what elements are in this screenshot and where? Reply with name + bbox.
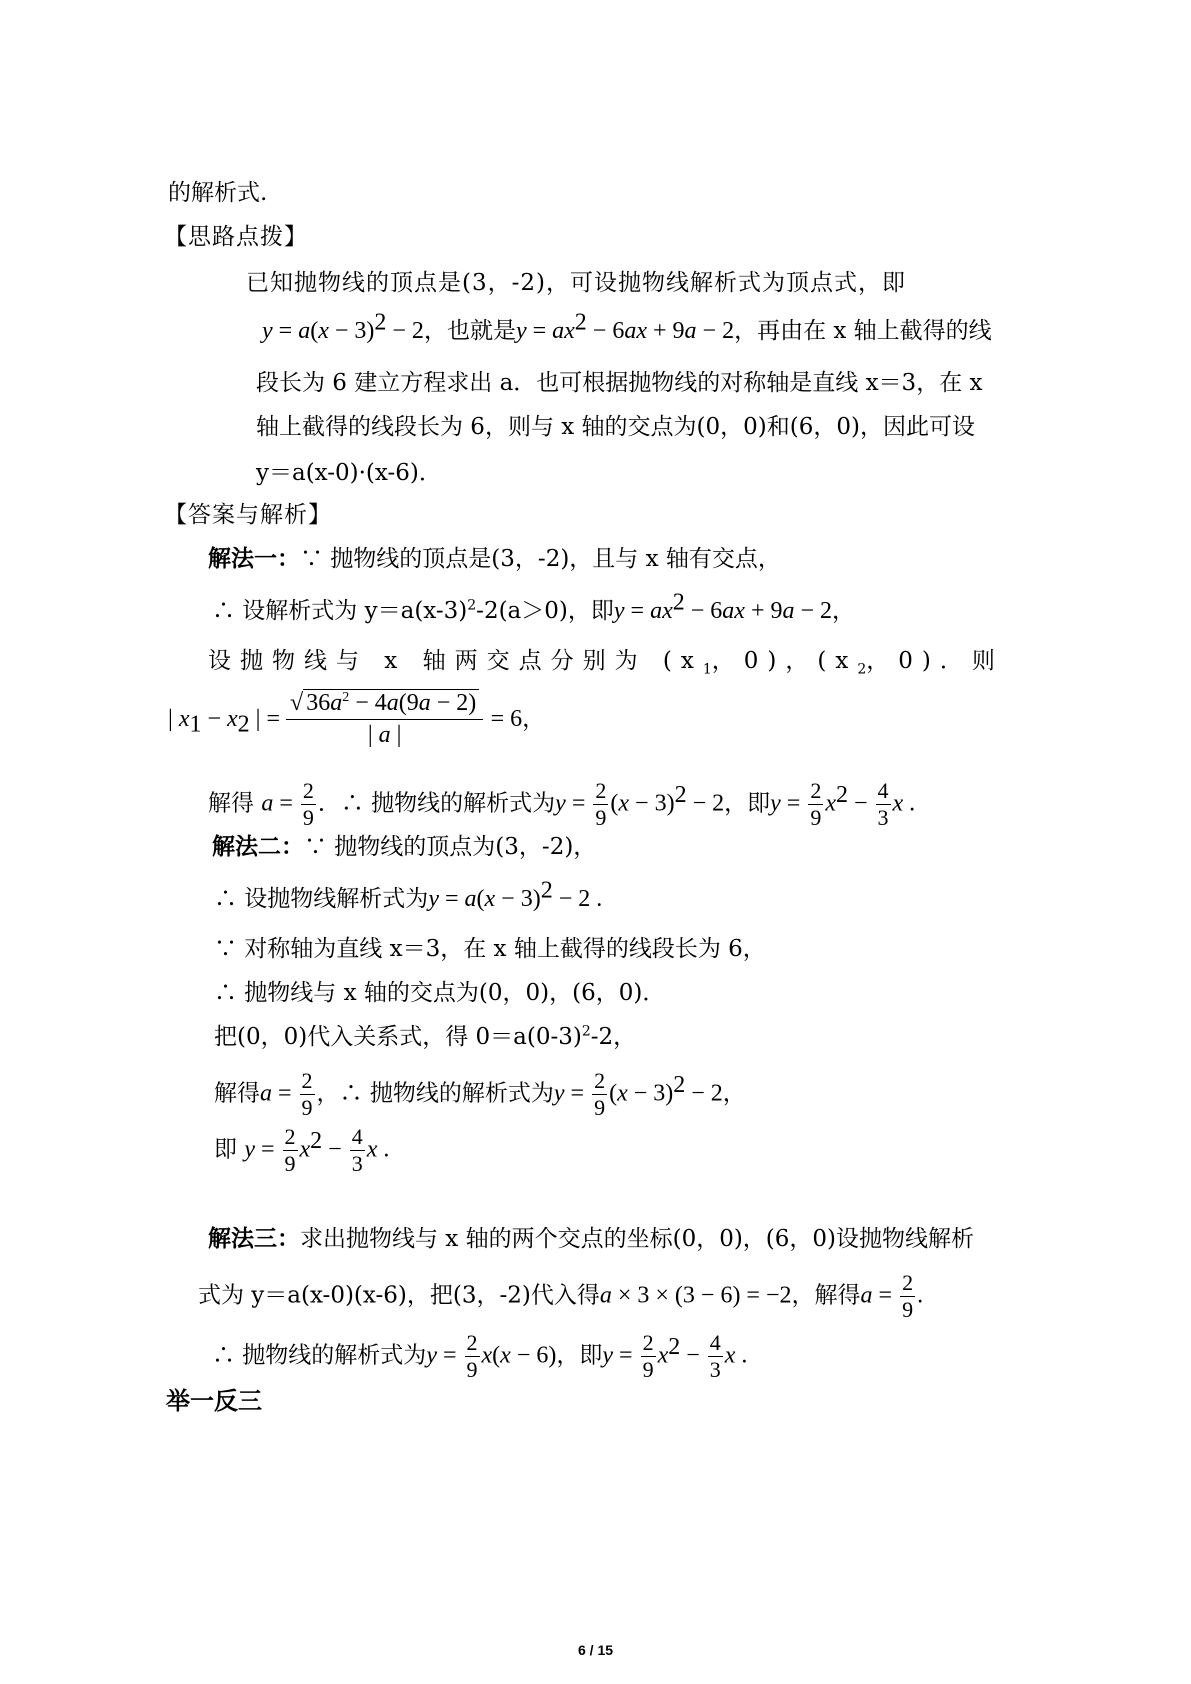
solution-2-line-5: 把(0，0)代入关系式，得 $0=a(0-3)^2-2$， bbox=[214, 1023, 637, 1050]
hint-line-2: $y = a(x - 3)^2 - 2$，也就是$y = ax^2 - 6ax + 9a - 2$，再由在 x 轴上截得的线 bbox=[262, 309, 992, 344]
solution-2-line-3: ∵ 对称轴为直线 x＝3，在 x 轴上截得的线段长为 6， bbox=[214, 936, 766, 962]
solution-3-line-1: 解法三：求出抛物线与 x 轴的两个交点的坐标(0，0)，(6，0)设抛物线解析 bbox=[208, 1225, 975, 1252]
solution-2-line-7: 即 y = $\frac{2}{9}$ $x^2$ − $\frac{4}{3}$ x . bbox=[214, 1124, 390, 1176]
solution-3-line-2: 式为 y＝a(x-0)(x-6)，把(3，-2)代入得a × 3 × (3 − 6) = −2，解得a = $\frac{2}{9}$ . bbox=[198, 1270, 924, 1322]
solution-2-line-2: ∴ 设抛物线解析式为$y = a(x - 3)^2 - 2$ . bbox=[214, 877, 603, 912]
page-number: 6 / 15 bbox=[577, 1642, 614, 1658]
section-heading-practice: 举一反三 bbox=[166, 1386, 262, 1415]
solution-1-line-3: 设抛物线与 x 轴两交点分别为 ($x_1$，0)，($x_2$，0)．则 bbox=[208, 648, 1004, 678]
solution-1-formula: | $x_1 - x_2$ | = $\frac{√ 36a^2 - 4a(9a - 2)}{| a |}$ = 6， bbox=[168, 690, 546, 748]
solution-2-line-4: ∴ 抛物线与 x 轴的交点为(0，0)，(6，0)． bbox=[214, 980, 666, 1006]
hint-line-5: y＝a(x-0)·(x-6)． bbox=[256, 460, 442, 486]
solution-3-line-3: ∴ 抛物线的解析式为y = $\frac{2}{9}$ x(x − 6)，即y = $\frac{2}{9}$ $x^2$ − $\frac{4}{3}$ x . bbox=[212, 1330, 748, 1382]
solution-1-line-1: 解法一：∵ 抛物线的顶点是(3，-2)，且与 x 轴有交点， bbox=[208, 545, 781, 572]
hint-line-1: 已知抛物线的顶点是(3，-2)，可设抛物线解析式为顶点式，即 bbox=[246, 270, 906, 296]
hint-line-4: 轴上截得的线段长为 6，则与 x 轴的交点为(0，0)和(6，0)，因此可设 bbox=[256, 414, 975, 440]
solution-2-line-1: 解法二：∵ 抛物线的顶点为(3，-2)， bbox=[212, 833, 597, 860]
section-heading-hint: 【思路点拨】 bbox=[164, 224, 308, 250]
text-line: 的解析式. bbox=[168, 180, 268, 206]
solution-1-line-5: 解得 a = $\frac{2}{9}$ ．∴ 抛物线的解析式为y = $\frac{2}{9}$ $(x - 3)^2 - 2$，即y = $\frac{2}{9}$ $x^2$ − $\frac{4}{3}$ x . bbox=[208, 778, 916, 830]
solution-1-line-2: ∴ 设解析式为 $y=a(x-3)^2-2(a>0)$，即$y = ax^2 - 6ax + 9a - 2$， bbox=[212, 589, 856, 624]
section-heading-answer: 【答案与解析】 bbox=[164, 502, 332, 528]
hint-line-3: 段长为 6 建立方程求出 a．也可根据抛物线的对称轴是直线 x＝3，在 x bbox=[256, 370, 983, 396]
solution-2-line-6: 解得a = $\frac{2}{9}$ ，∴ 抛物线的解析式为y = $\frac{2}{9}$ $(x - 3)^2 - 2$， bbox=[214, 1068, 746, 1120]
